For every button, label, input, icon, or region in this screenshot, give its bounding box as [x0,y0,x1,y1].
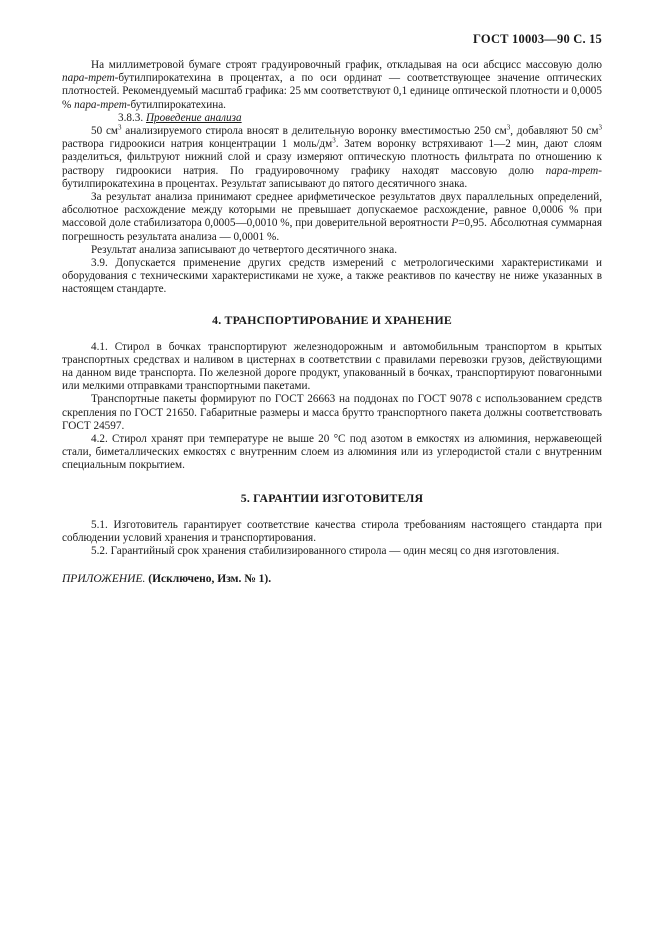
subsection-title: Проведение анализа [145,111,242,124]
text-run-italic: пара-трет [74,98,127,111]
paragraph-3-9: 3.9. Допускается применение других средств измерений с метрологическими характеристиками и оборудования с техническими характеристиками не хуже, а также реактивов по качеству не ниже указанных в настоящем стандарте. [62,257,602,296]
subsection-3-8-3-heading [62,112,602,125]
text-run: =0,95. Абсолютная суммарная погрешность результата анализа — 0,0001 %. [62,217,602,243]
paragraph-result-precision: Результат анализа записывают до четвертого десятичного знака. [91,243,398,256]
text-run-italic: пара-трет [545,164,599,177]
section-5-heading: 5. ГАРАНТИИ ИЗГОТОВИТЕЛЯ [240,490,424,505]
paragraph-calibration-graph [62,59,602,112]
document-page [62,32,602,587]
appendix-note [62,573,602,586]
superscript: 3 [118,123,122,132]
subsection-number: 3.8.3. [118,111,144,124]
paragraph-4-2: 4.2. Стирол хранят при температуре не выше 20 °С под азотом в емкостях из алюминия, нержавеющей стали, биметаллических емкостях с внутренним слоем из алюминия или из углеродистой стали с внутренним специальным покрытием. [62,433,602,472]
paragraph-4-1: 4.1. Стирол в бочках транспортируют железнодорожным и автомобильным транспортом в крытых транспортных средствах и наливом в цистернах в соответствии с правилами перевозки грузов, действующими на данном виде транспорта. По железной дороге продукт, упакованный в бочках, транспортируют повагонными или мелкими отправками транспортными пакетами. [62,340,602,393]
page-header: ГОСТ 10003—90 С. 15 [473,32,602,46]
text-run: 50 см [91,125,119,138]
paragraph-5-2: 5.2. Гарантийный срок хранения стабилизированного стирола — один месяц со дня изготовления. [91,545,560,558]
text-run-italic: Р [451,217,459,230]
section-4-heading: 4. ТРАНСПОРТИРОВАНИЕ И ХРАНЕНИЕ [212,312,452,327]
text-run: -бутилпирокатехина в процентах, а по оси ординат — соответствующее значение оптических плотностей. Рекомендуемый масштаб графика: 25 мм соответствуют 0,1 единице оптической плотности и 0,0005 % [62,72,602,111]
appendix-status: (Исключено, Изм. № 1). [145,573,272,586]
superscript: 3 [598,123,602,132]
paragraph-analysis-procedure [62,125,602,191]
text-run: -бутилпирокатехина в процентах. Результат записывают до пятого десятичного знака. [62,164,602,190]
paragraph-5-1: 5.1. Изготовитель гарантирует соответствие качества стирола требованиям настоящего стандарта при соблюдении условий хранения и транспортирования. [62,518,602,544]
text-run: За результат анализа принимают среднее арифметическое результатов двух параллельных определений, абсолютное расхождение между которыми не превышает допускаемое расхождение, равное 0,0006 % при массовой доле стабилизатора 0,0005—0,0010 %, при доверительной вероятности [62,191,602,230]
paragraph-analysis-result [62,191,602,244]
superscript: 3 [506,123,511,132]
text-run: На миллиметровой бумаге строят градуировочный график, откладывая на оси абсцисс массовую долю [91,59,602,71]
paragraph-transport-packages: Транспортные пакеты формируют по ГОСТ 26663 на поддонах по ГОСТ 9078 с использованием средств скрепления по ГОСТ 21650. Габаритные размеры и масса брутто транспортного пакета должны соответствовать ГОСТ 24597. [62,393,602,432]
appendix-label: ПРИЛОЖЕНИЕ. [62,573,146,586]
text-run: , добавляют 50 см [510,125,599,138]
text-run: раствора гидроокиси натрия концентрации 1 моль/дм [62,138,333,151]
superscript: 3 [332,136,336,145]
text-run: . Затем воронку встряхивают 1—2 мин, дают слоям разделиться, фильтруют нижний слой и сразу измеряют оптическую плотность фильтрата по отношению к раствору гидроокиси натрия. По градуировочному графику находят массовую долю [62,138,602,177]
text-run-italic: пара-трет [62,72,115,85]
text-run: -бутилпирокатехина. [126,98,226,111]
text-run: анализируемого стирола вносят в делительную воронку вместимостью 250 см [121,125,507,138]
